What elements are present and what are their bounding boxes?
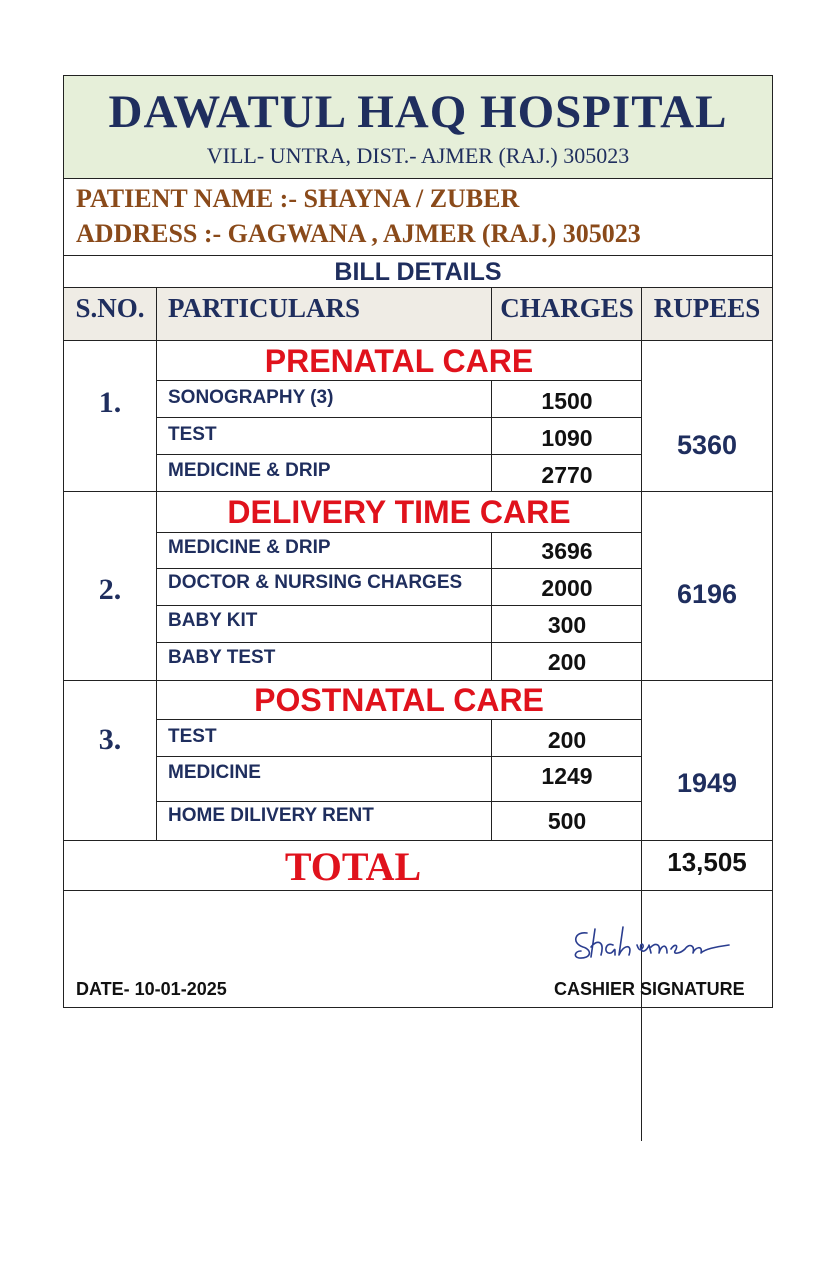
item-charge: 2770 <box>541 462 593 488</box>
item-particular: BABY TEST <box>168 647 276 668</box>
item-charge: 200 <box>547 727 587 753</box>
item-particular: MEDICINE & DRIP <box>168 460 331 481</box>
section-line <box>64 840 772 841</box>
item-particular: MEDICINE <box>168 762 261 783</box>
divider-rupees <box>641 288 642 1141</box>
total-value: 13,505 <box>667 847 747 877</box>
item-charge: 2000 <box>541 575 593 601</box>
section-3-title: POSTNATAL CARE <box>254 682 544 718</box>
item-particular: HOME DILIVERY RENT <box>168 805 374 826</box>
hospital-address: VILL- UNTRA, DIST.- AJMER (RAJ.) 305023 <box>206 143 630 168</box>
item-charge: 200 <box>547 649 587 675</box>
section-2-sno: 2. <box>98 573 122 606</box>
section-3-rupees: 1949 <box>676 768 738 798</box>
bill-date: DATE- 10-01-2025 <box>76 979 227 999</box>
column-charges: CHARGES <box>500 293 634 323</box>
bill-details-title: BILL DETAILS <box>64 256 772 288</box>
item-charge: 1090 <box>541 425 593 451</box>
section-line <box>64 491 772 492</box>
row-line <box>156 568 641 569</box>
row-line <box>156 719 641 720</box>
row-line <box>156 454 641 455</box>
section-1-sno: 1. <box>98 386 122 419</box>
patient-name: PATIENT NAME :- SHAYNA / ZUBER <box>76 184 520 213</box>
section-3-sno: 3. <box>98 723 122 756</box>
row-line <box>156 801 641 802</box>
item-charge: 3696 <box>541 538 593 564</box>
patient-info <box>64 179 772 256</box>
row-line <box>156 532 641 533</box>
total-line <box>64 890 772 891</box>
section-2-rupees: 6196 <box>676 579 738 609</box>
section-2-title: DELIVERY TIME CARE <box>227 494 571 530</box>
item-charge: 1249 <box>541 763 593 789</box>
item-particular: TEST <box>168 726 217 747</box>
item-charge: 1500 <box>541 388 593 414</box>
item-particular: MEDICINE & DRIP <box>168 537 331 558</box>
section-1-rupees: 5360 <box>676 430 738 460</box>
row-line <box>156 642 641 643</box>
cashier-signature-image <box>569 921 739 966</box>
row-line <box>156 605 641 606</box>
item-particular: SONOGRAPHY (3) <box>168 387 334 408</box>
column-particulars: PARTICULARS <box>168 293 361 323</box>
column-header-row <box>64 288 772 341</box>
item-charge: 300 <box>547 612 587 638</box>
divider-charges-header <box>491 288 492 340</box>
item-charge: 500 <box>547 808 587 834</box>
item-particular: TEST <box>168 424 217 445</box>
hospital-name: DAWATUL HAQ HOSPITAL <box>108 86 728 138</box>
row-line <box>156 380 641 381</box>
row-line <box>156 417 641 418</box>
patient-address: ADDRESS :- GAGWANA , AJMER (RAJ.) 305023 <box>76 219 641 248</box>
column-sno: S.NO. <box>75 293 145 323</box>
column-rupees: RUPEES <box>653 293 761 323</box>
item-particular: BABY KIT <box>168 610 258 631</box>
hospital-header <box>64 76 772 179</box>
item-particular: DOCTOR & NURSING CHARGES <box>168 572 463 593</box>
section-1-title: PRENATAL CARE <box>264 343 534 379</box>
bill-document <box>63 75 773 1008</box>
cashier-signature-label: CASHIER SIGNATURE <box>554 979 745 999</box>
total-label: TOTAL <box>284 844 422 889</box>
row-line <box>156 756 641 757</box>
